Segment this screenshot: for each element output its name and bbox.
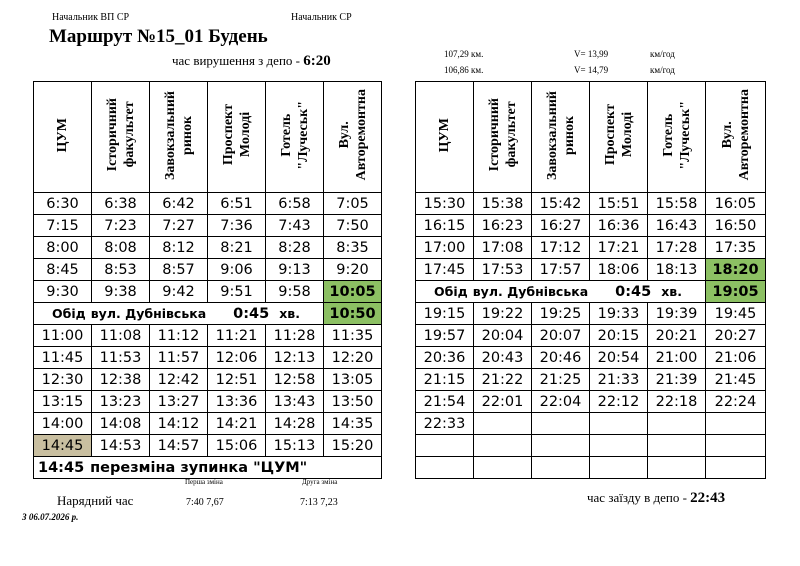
signer-left: Начальник ВП СР	[52, 12, 130, 23]
time-cell: 13:27	[150, 391, 208, 413]
time-cell: 21:00	[648, 347, 706, 369]
time-cell	[706, 435, 766, 457]
shift1-label: Перша зміна	[185, 478, 223, 486]
page-title: Маршрут №15_01 Будень	[49, 26, 268, 47]
time-cell: 12:20	[324, 347, 382, 369]
lunch-place: вул. Дубнівська	[472, 283, 589, 299]
time-cell: 11:12	[150, 325, 208, 347]
time-cell: 18:06	[590, 259, 648, 281]
time-cell: 6:30	[34, 193, 92, 215]
time-cell: 9:51	[208, 281, 266, 303]
time-cell: 9:38	[92, 281, 150, 303]
time-cell: 12:13	[266, 347, 324, 369]
stop-header-cell	[416, 82, 474, 193]
time-cell: 14:35	[324, 413, 382, 435]
time-cell: 19:33	[590, 303, 648, 325]
table-row	[34, 435, 382, 457]
time-cell: 15:06	[208, 435, 266, 457]
lunch-note	[416, 281, 706, 303]
time-cell: 13:15	[34, 391, 92, 413]
shift-change-label: перезміна зупинка "ЦУМ"	[90, 459, 308, 476]
time-cell: 20:46	[532, 347, 590, 369]
time-cell: 8:00	[34, 237, 92, 259]
speed-2: V= 14,79	[574, 65, 609, 75]
stop-name: Готель "Лучеськ"	[278, 100, 311, 170]
stop-header-row	[34, 82, 382, 193]
time-cell: 18:20	[706, 259, 766, 281]
lunch-end-time: 10:50	[324, 303, 382, 325]
time-cell: 12:30	[34, 369, 92, 391]
time-cell: 12:42	[150, 369, 208, 391]
stop-name: Завокзальний ринок	[162, 90, 195, 180]
time-cell	[590, 413, 648, 435]
time-cell: 17:53	[474, 259, 532, 281]
time-cell: 19:15	[416, 303, 474, 325]
lunch-duration: 0:45	[615, 283, 652, 300]
stop-header-cell	[150, 82, 208, 193]
time-cell	[474, 457, 532, 479]
table-row	[416, 237, 766, 259]
time-cell: 22:01	[474, 391, 532, 413]
time-cell: 9:30	[34, 281, 92, 303]
time-cell: 10:05	[324, 281, 382, 303]
time-cell: 15:38	[474, 193, 532, 215]
lunch-unit: хв.	[661, 283, 682, 299]
time-cell: 11:21	[208, 325, 266, 347]
time-cell: 8:45	[34, 259, 92, 281]
time-cell: 14:00	[34, 413, 92, 435]
stop-name: Готель "Лучеськ"	[660, 100, 693, 170]
time-cell: 9:42	[150, 281, 208, 303]
time-cell: 20:43	[474, 347, 532, 369]
time-cell: 7:50	[324, 215, 382, 237]
time-cell: 8:08	[92, 237, 150, 259]
return-info	[587, 490, 725, 507]
table-row	[34, 281, 382, 303]
time-cell: 17:57	[532, 259, 590, 281]
stop-header-cell	[706, 82, 766, 193]
table-row	[34, 215, 382, 237]
table-row	[34, 259, 382, 281]
time-cell: 21:15	[416, 369, 474, 391]
time-cell: 17:12	[532, 237, 590, 259]
time-cell: 20:27	[706, 325, 766, 347]
time-cell: 11:00	[34, 325, 92, 347]
time-cell: 6:58	[266, 193, 324, 215]
table-row	[416, 303, 766, 325]
time-cell: 21:45	[706, 369, 766, 391]
lunch-row	[416, 281, 766, 303]
time-cell: 9:06	[208, 259, 266, 281]
stop-name: Вул. Авторемонтна	[719, 89, 752, 181]
work-time-label: Нарядний час	[57, 493, 134, 508]
time-cell: 11:08	[92, 325, 150, 347]
shift-change-time: 14:45	[38, 459, 85, 476]
stop-header-cell	[34, 82, 92, 193]
time-cell: 16:27	[532, 215, 590, 237]
time-cell: 21:39	[648, 369, 706, 391]
time-cell	[532, 435, 590, 457]
stop-name: Історичний факультет	[104, 98, 137, 172]
stop-header-cell	[474, 82, 532, 193]
distance-2: 106,86 км.	[444, 65, 484, 75]
table-row	[416, 259, 766, 281]
time-cell: 11:35	[324, 325, 382, 347]
stop-header-cell	[590, 82, 648, 193]
time-cell: 15:58	[648, 193, 706, 215]
lunch-row	[34, 303, 382, 325]
time-cell: 12:06	[208, 347, 266, 369]
time-cell: 22:33	[416, 413, 474, 435]
time-cell: 7:27	[150, 215, 208, 237]
time-cell: 17:28	[648, 237, 706, 259]
time-cell: 17:45	[416, 259, 474, 281]
time-cell: 16:23	[474, 215, 532, 237]
time-cell: 8:21	[208, 237, 266, 259]
time-cell: 17:35	[706, 237, 766, 259]
time-cell: 13:36	[208, 391, 266, 413]
stop-header-row	[416, 82, 766, 193]
time-cell: 7:23	[92, 215, 150, 237]
time-cell: 11:57	[150, 347, 208, 369]
time-cell: 6:42	[150, 193, 208, 215]
time-cell: 16:36	[590, 215, 648, 237]
time-cell: 20:54	[590, 347, 648, 369]
table-row	[416, 325, 766, 347]
speed-unit-1: км/год	[650, 49, 675, 59]
lunch-label: Обід	[434, 283, 468, 299]
time-cell	[648, 413, 706, 435]
time-cell: 20:36	[416, 347, 474, 369]
time-cell: 21:25	[532, 369, 590, 391]
time-cell	[532, 457, 590, 479]
time-cell	[416, 435, 474, 457]
time-cell: 22:12	[590, 391, 648, 413]
stop-header-cell	[208, 82, 266, 193]
time-cell: 16:43	[648, 215, 706, 237]
time-cell: 9:13	[266, 259, 324, 281]
stop-name: Завокзальний ринок	[544, 90, 577, 180]
time-cell: 17:08	[474, 237, 532, 259]
time-cell: 12:58	[266, 369, 324, 391]
stop-name: Вул. Авторемонтна	[336, 89, 369, 181]
time-cell: 19:25	[532, 303, 590, 325]
shift2-value: 7:13 7,23	[300, 497, 338, 508]
time-cell: 22:04	[532, 391, 590, 413]
time-cell: 15:20	[324, 435, 382, 457]
depart-info	[172, 53, 331, 70]
table-row	[34, 193, 382, 215]
left-timetable	[33, 81, 382, 479]
table-row	[416, 435, 766, 457]
time-cell: 13:43	[266, 391, 324, 413]
signer-right: Начальник СР	[291, 12, 352, 23]
time-cell: 14:12	[150, 413, 208, 435]
time-cell	[590, 435, 648, 457]
time-cell: 20:15	[590, 325, 648, 347]
time-cell: 15:30	[416, 193, 474, 215]
speed-unit-2: км/год	[650, 65, 675, 75]
time-cell: 9:58	[266, 281, 324, 303]
effective-date: З 06.07.2026 р.	[22, 512, 79, 522]
stop-name: Проспект Молоді	[220, 104, 253, 166]
table-row	[416, 413, 766, 435]
time-cell: 13:50	[324, 391, 382, 413]
time-cell: 21:06	[706, 347, 766, 369]
time-cell: 15:42	[532, 193, 590, 215]
change-row	[34, 457, 382, 479]
time-cell: 19:39	[648, 303, 706, 325]
time-cell: 22:18	[648, 391, 706, 413]
stop-name: Історичний факультет	[486, 98, 519, 172]
time-cell: 16:15	[416, 215, 474, 237]
lunch-note	[34, 303, 324, 325]
stop-header-cell	[532, 82, 590, 193]
table-row	[416, 193, 766, 215]
time-cell: 20:07	[532, 325, 590, 347]
time-cell	[648, 435, 706, 457]
stop-header-cell	[648, 82, 706, 193]
return-time: 22:43	[690, 490, 726, 506]
time-cell: 8:12	[150, 237, 208, 259]
speed-1: V= 13,99	[574, 49, 609, 59]
time-cell: 7:43	[266, 215, 324, 237]
time-cell	[648, 457, 706, 479]
lunch-end-time: 19:05	[706, 281, 766, 303]
table-row	[416, 391, 766, 413]
depart-time: 6:20	[303, 53, 331, 69]
time-cell: 21:22	[474, 369, 532, 391]
table-row	[34, 237, 382, 259]
table-row	[416, 369, 766, 391]
time-cell: 13:23	[92, 391, 150, 413]
table-row	[34, 347, 382, 369]
stop-name: ЦУМ	[55, 117, 70, 153]
time-cell: 16:50	[706, 215, 766, 237]
time-cell: 11:28	[266, 325, 324, 347]
stop-header-cell	[324, 82, 382, 193]
time-cell: 14:21	[208, 413, 266, 435]
stop-header-cell	[92, 82, 150, 193]
time-cell: 7:15	[34, 215, 92, 237]
stop-name: ЦУМ	[437, 117, 452, 153]
time-cell: 15:13	[266, 435, 324, 457]
time-cell: 17:21	[590, 237, 648, 259]
time-cell: 7:36	[208, 215, 266, 237]
table-row	[34, 413, 382, 435]
time-cell: 14:08	[92, 413, 150, 435]
time-cell	[590, 457, 648, 479]
table-row	[416, 457, 766, 479]
time-cell: 9:20	[324, 259, 382, 281]
shift2-label: Друга зміна	[302, 478, 338, 486]
time-cell: 14:28	[266, 413, 324, 435]
time-cell: 22:24	[706, 391, 766, 413]
stop-header-cell	[266, 82, 324, 193]
time-cell: 15:51	[590, 193, 648, 215]
time-cell: 11:45	[34, 347, 92, 369]
depart-label: час вирушення з депо -	[172, 53, 300, 68]
time-cell: 16:05	[706, 193, 766, 215]
time-cell: 12:38	[92, 369, 150, 391]
time-cell: 14:57	[150, 435, 208, 457]
distance-1: 107,29 км.	[444, 49, 484, 59]
time-cell	[706, 413, 766, 435]
time-cell: 13:05	[324, 369, 382, 391]
time-cell: 21:54	[416, 391, 474, 413]
shift-change-note	[34, 457, 382, 479]
return-label: час заїзду в депо -	[587, 490, 687, 505]
table-row	[34, 369, 382, 391]
table-row	[416, 347, 766, 369]
time-cell	[474, 435, 532, 457]
time-cell: 6:38	[92, 193, 150, 215]
table-row	[34, 325, 382, 347]
time-cell: 12:51	[208, 369, 266, 391]
stop-name: Проспект Молоді	[602, 104, 635, 166]
time-cell: 14:53	[92, 435, 150, 457]
time-cell: 8:57	[150, 259, 208, 281]
time-cell: 17:00	[416, 237, 474, 259]
time-cell: 19:45	[706, 303, 766, 325]
time-cell: 6:51	[208, 193, 266, 215]
right-timetable	[415, 81, 766, 479]
lunch-label: Обід	[52, 305, 86, 321]
time-cell: 18:13	[648, 259, 706, 281]
time-cell: 8:28	[266, 237, 324, 259]
time-cell	[416, 457, 474, 479]
time-cell: 20:21	[648, 325, 706, 347]
time-cell: 20:04	[474, 325, 532, 347]
time-cell: 7:05	[324, 193, 382, 215]
time-cell: 8:35	[324, 237, 382, 259]
lunch-unit: хв.	[279, 305, 300, 321]
time-cell	[532, 413, 590, 435]
time-cell: 11:53	[92, 347, 150, 369]
time-cell: 8:53	[92, 259, 150, 281]
time-cell: 19:57	[416, 325, 474, 347]
time-cell	[706, 457, 766, 479]
time-cell: 19:22	[474, 303, 532, 325]
time-cell	[474, 413, 532, 435]
lunch-duration: 0:45	[233, 305, 270, 322]
time-cell: 21:33	[590, 369, 648, 391]
table-row	[416, 215, 766, 237]
time-cell: 14:45	[34, 435, 92, 457]
shift1-value: 7:40 7,67	[186, 497, 224, 508]
lunch-place: вул. Дубнівська	[90, 305, 207, 321]
table-row	[34, 391, 382, 413]
